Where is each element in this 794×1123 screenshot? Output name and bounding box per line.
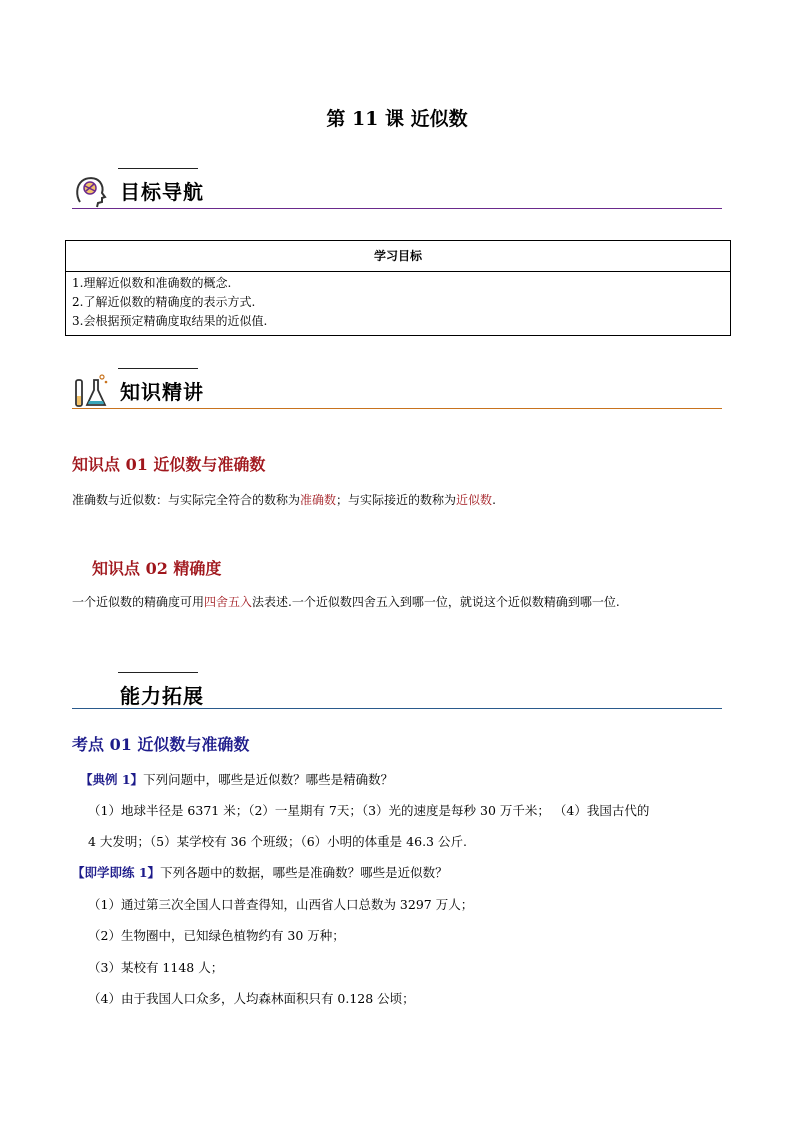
lab-flask-icon — [72, 372, 110, 410]
page-title: 第 11 课 近似数 — [326, 108, 468, 130]
section-label: 知识精讲 — [120, 380, 204, 404]
section-topline — [118, 672, 198, 673]
section-underline — [72, 408, 722, 409]
learning-goals-table — [65, 240, 731, 336]
practice-tag: 【即学即练 1】 — [72, 865, 161, 880]
section-label: 能力拓展 — [120, 684, 204, 708]
table-row: 2.了解近似数的精确度的表示方式. — [72, 295, 256, 309]
brain-head-icon — [72, 172, 110, 210]
section-knowledge — [72, 368, 722, 412]
knowledge-point-1-text — [72, 491, 496, 508]
example-tag: 【典例 1】 — [80, 772, 144, 787]
section-ability — [72, 672, 722, 716]
section-goal-nav — [72, 168, 722, 212]
example-line: 4 大发明；（5）某学校有 36 个班级；（6）小明的体重是 46.3 公斤. — [88, 834, 467, 849]
section-underline — [72, 208, 722, 209]
text-segment: 准确数与近似数：与实际完全符合的数称为 — [72, 493, 301, 507]
section-underline — [72, 708, 722, 709]
example-line: （1）地球半径是 6371 米；（2）一星期有 7天；（3）光的速度是每秒 30 万千米； （4）我国古代的 — [88, 803, 650, 818]
section-label: 目标导航 — [120, 180, 204, 204]
list-item: （2）生物圈中，已知绿色植物约有 30 万种； — [88, 928, 345, 943]
table-header: 学习目标 — [66, 241, 730, 272]
knowledge-point-1-title: 知识点 01 近似数与准确数 — [72, 455, 266, 474]
highlight-term: 准确数 — [300, 493, 337, 507]
practice-question — [72, 863, 448, 881]
knowledge-point-2-text — [72, 593, 620, 610]
exam-point-1-title: 考点 01 近似数与准确数 — [72, 735, 250, 754]
section-topline — [118, 368, 198, 369]
highlight-term: 近似数 — [456, 493, 493, 507]
table-row: 3.会根据预定精确度取结果的近似值. — [72, 314, 268, 328]
table-row: 1.理解近似数和准确数的概念. — [72, 276, 232, 290]
text-segment: . — [492, 493, 496, 507]
section-topline — [118, 168, 198, 169]
text-segment: 法表述.一个近似数四舍五入到哪一位，就说这个近似数精确到哪一位. — [252, 595, 620, 609]
example-question — [80, 770, 393, 788]
text-segment: 下列各题中的数据，哪些是准确数？哪些是近似数？ — [160, 865, 448, 880]
list-item: （3）某校有 1148 人； — [88, 960, 224, 975]
list-item: （1）通过第三次全国人口普查得知，山西省人口总数为 3297 万人； — [88, 897, 474, 912]
text-segment: 下列问题中，哪些是近似数？哪些是精确数？ — [143, 772, 394, 787]
highlight-term: 四舍五入 — [204, 595, 253, 609]
knowledge-point-2-title: 知识点 02 精确度 — [92, 559, 222, 578]
list-item: （4）由于我国人口众多，人均森林面积只有 0.128 公顷； — [88, 991, 415, 1006]
text-segment: ；与实际接近的数称为 — [336, 493, 457, 507]
text-segment: 一个近似数的精确度可用 — [72, 595, 205, 609]
